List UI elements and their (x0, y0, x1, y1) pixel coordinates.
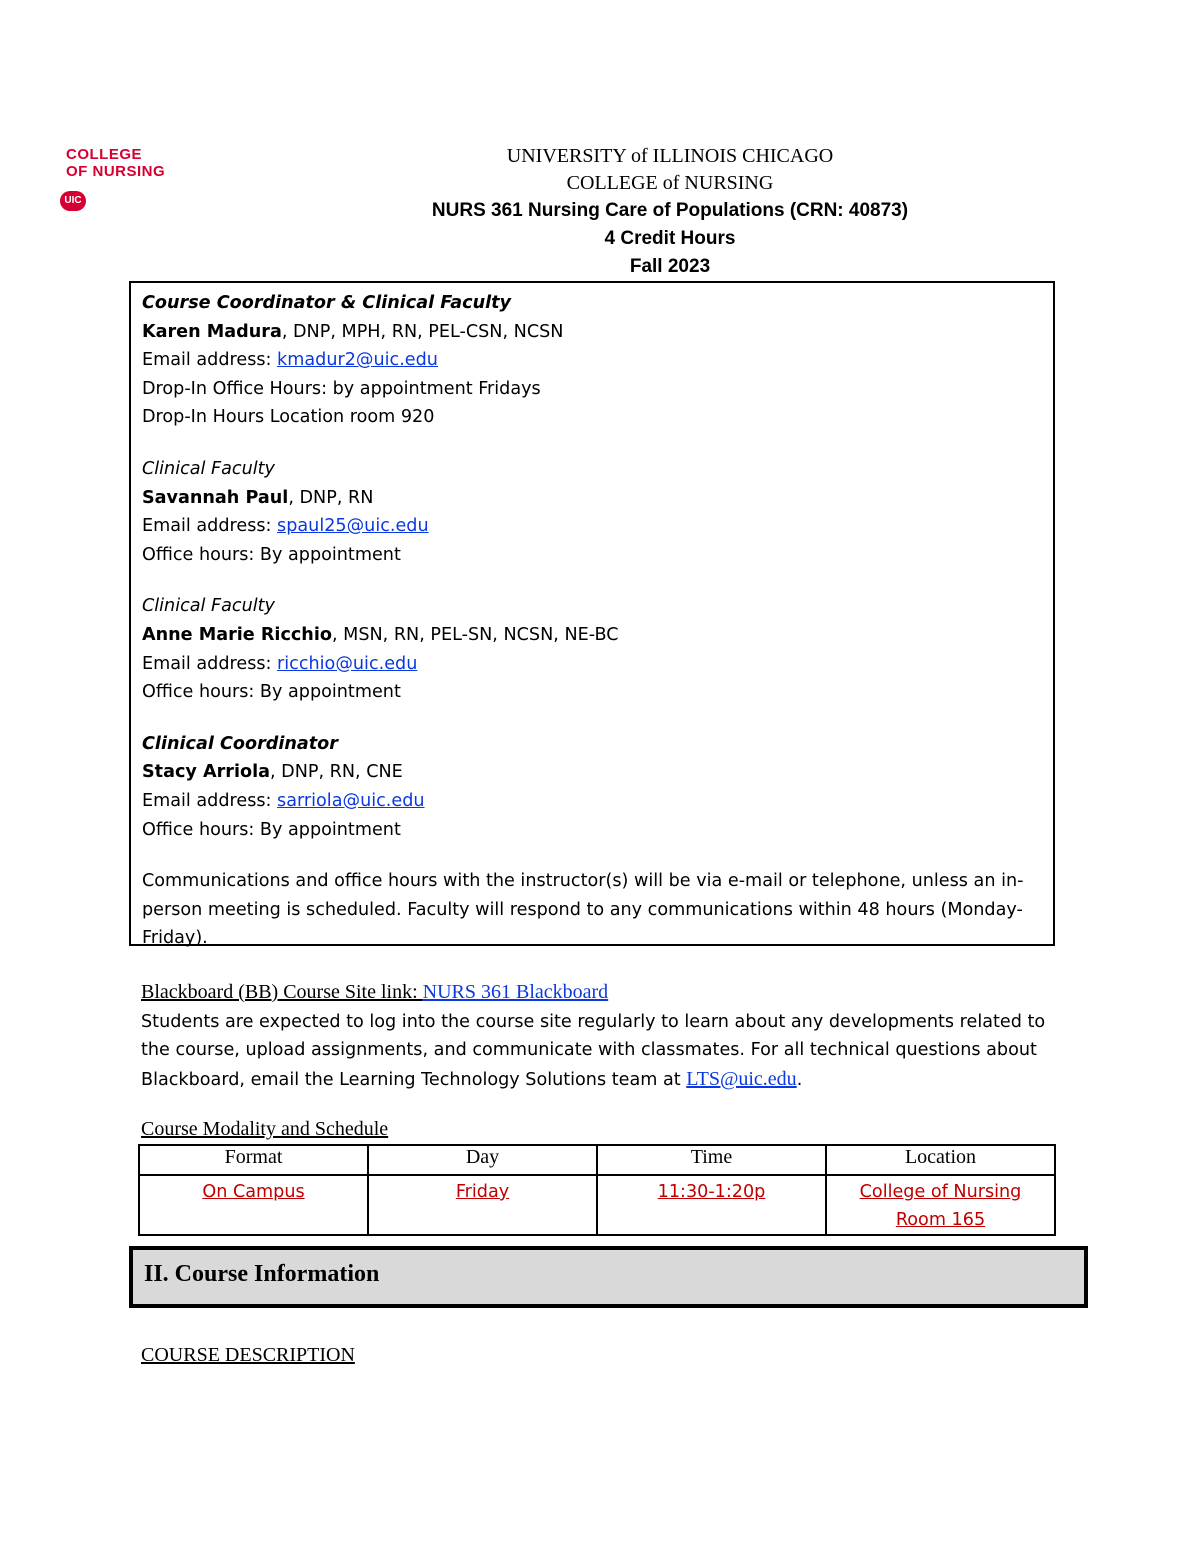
faculty-name-line (142, 484, 1043, 513)
faculty-email-link[interactable]: kmadur2@uic.edu (277, 350, 438, 371)
schedule-cell-time (597, 1175, 826, 1235)
schedule-row (139, 1175, 1055, 1235)
faculty-email-line (142, 512, 1043, 541)
faculty-name: Savannah Paul (142, 487, 289, 508)
office-hours: Drop-In Office Hours: by appointment Fridays (142, 378, 541, 399)
schedule-header-row (139, 1145, 1055, 1175)
blackboard-course-link[interactable]: NURS 361 Blackboard (422, 981, 609, 1003)
office-hours: Office hours: By appointment (142, 819, 401, 840)
faculty-block-clinical-coordinator (142, 730, 1043, 844)
faculty-name-line (142, 621, 1043, 650)
blackboard-section (141, 978, 1061, 1094)
faculty-email-line (142, 650, 1043, 679)
logo-line-1: COLLEGE (66, 146, 143, 163)
blackboard-label: Blackboard (BB) Course Site link: (141, 981, 423, 1003)
logo-line-2: OF NURSING (66, 163, 166, 180)
schedule-value: On Campus (202, 1182, 305, 1202)
schedule-header-cell: Format (139, 1145, 368, 1175)
email-label: Email address: (142, 516, 278, 537)
communications-policy: Communications and office hours with the instructor(s) will be via e-mail or telephone, unless an in-person meeting is scheduled. Faculty will respond to any communications within 48 hours (Monday-Friday). (142, 871, 1024, 949)
blackboard-instructions (141, 1008, 1061, 1095)
faculty-role: Clinical Coordinator (142, 733, 338, 754)
schedule-value: College of Nursing Room 165 (859, 1182, 1022, 1230)
schedule-cell-format (139, 1175, 368, 1235)
faculty-email-link[interactable]: spaul25@uic.edu (277, 516, 429, 537)
course-title: NURS 361 Nursing Care of Populations (CRN: 40873) (431, 200, 909, 221)
faculty-credentials: , MSN, RN, PEL-SN, NCSN, NE-BC (331, 624, 619, 645)
email-label: Email address: (142, 790, 278, 811)
faculty-role: Course Coordinator & Clinical Faculty (142, 293, 512, 313)
faculty-credentials: , DNP, RN (288, 487, 374, 508)
term: Fall 2023 (629, 256, 711, 277)
faculty-block-clinical-2 (142, 592, 1043, 706)
schedule-header-cell: Day (368, 1145, 597, 1175)
section-title: II. Course Information (144, 1261, 380, 1287)
faculty-email-line (142, 787, 1043, 816)
faculty-name: Karen Madura (142, 321, 282, 342)
uic-college-of-nursing-logo (66, 146, 206, 216)
faculty-email-line (142, 346, 1043, 375)
faculty-email-link[interactable]: ricchio@uic.edu (277, 653, 418, 674)
faculty-contact-box (129, 281, 1055, 949)
university-title: UNIVERSITY of ILLINOIS CHICAGO (506, 145, 834, 167)
blackboard-end: . (796, 1069, 803, 1090)
email-label: Email address: (142, 350, 278, 371)
college-title: COLLEGE of NURSING (566, 172, 774, 194)
schedule-header-cell: Time (597, 1145, 826, 1175)
schedule-header-cell: Location (826, 1145, 1055, 1175)
faculty-role: Clinical Faculty (142, 458, 275, 479)
schedule-cell-location (826, 1175, 1055, 1235)
faculty-block-clinical-1 (142, 455, 1043, 569)
schedule-value: 11:30-1:20p (657, 1182, 766, 1202)
faculty-block-coordinator (142, 289, 1043, 432)
office-hours: Office hours: By appointment (142, 544, 401, 565)
office-hours: Office hours: By appointment (142, 682, 401, 703)
faculty-email-link[interactable]: sarriola@uic.edu (277, 790, 425, 811)
section-header (129, 1246, 1088, 1308)
schedule-table (138, 1144, 1056, 1236)
faculty-name: Anne Marie Ricchio (142, 624, 332, 645)
schedule-cell-day (368, 1175, 597, 1235)
office-location: Drop-In Hours Location room 920 (142, 407, 435, 428)
faculty-credentials: , DNP, MPH, RN, PEL-CSN, NCSN (281, 321, 564, 342)
blackboard-text: Students are expected to log into the course site regularly to learn about any developments related to the course, upload assignments, and communicate with classmates. For all technical questions about Blackboard, email the Learning Technology Solutions team at (141, 1011, 1046, 1090)
faculty-name-line (142, 318, 1043, 347)
credit-hours: 4 Credit Hours (604, 228, 736, 249)
email-label: Email address: (142, 653, 278, 674)
uic-badge-icon: UIC (60, 191, 86, 211)
faculty-name: Stacy Arriola (142, 762, 270, 783)
lts-email-link[interactable]: LTS@uic.edu (686, 1067, 797, 1090)
faculty-name-line (142, 758, 1043, 787)
faculty-role: Clinical Faculty (142, 596, 275, 617)
blackboard-link-line (141, 978, 1061, 1008)
faculty-credentials: , DNP, RN, CNE (269, 762, 403, 783)
schedule-value: Friday (455, 1182, 510, 1202)
course-description-heading: COURSE DESCRIPTION (141, 1344, 355, 1366)
schedule-title: Course Modality and Schedule (141, 1118, 389, 1140)
